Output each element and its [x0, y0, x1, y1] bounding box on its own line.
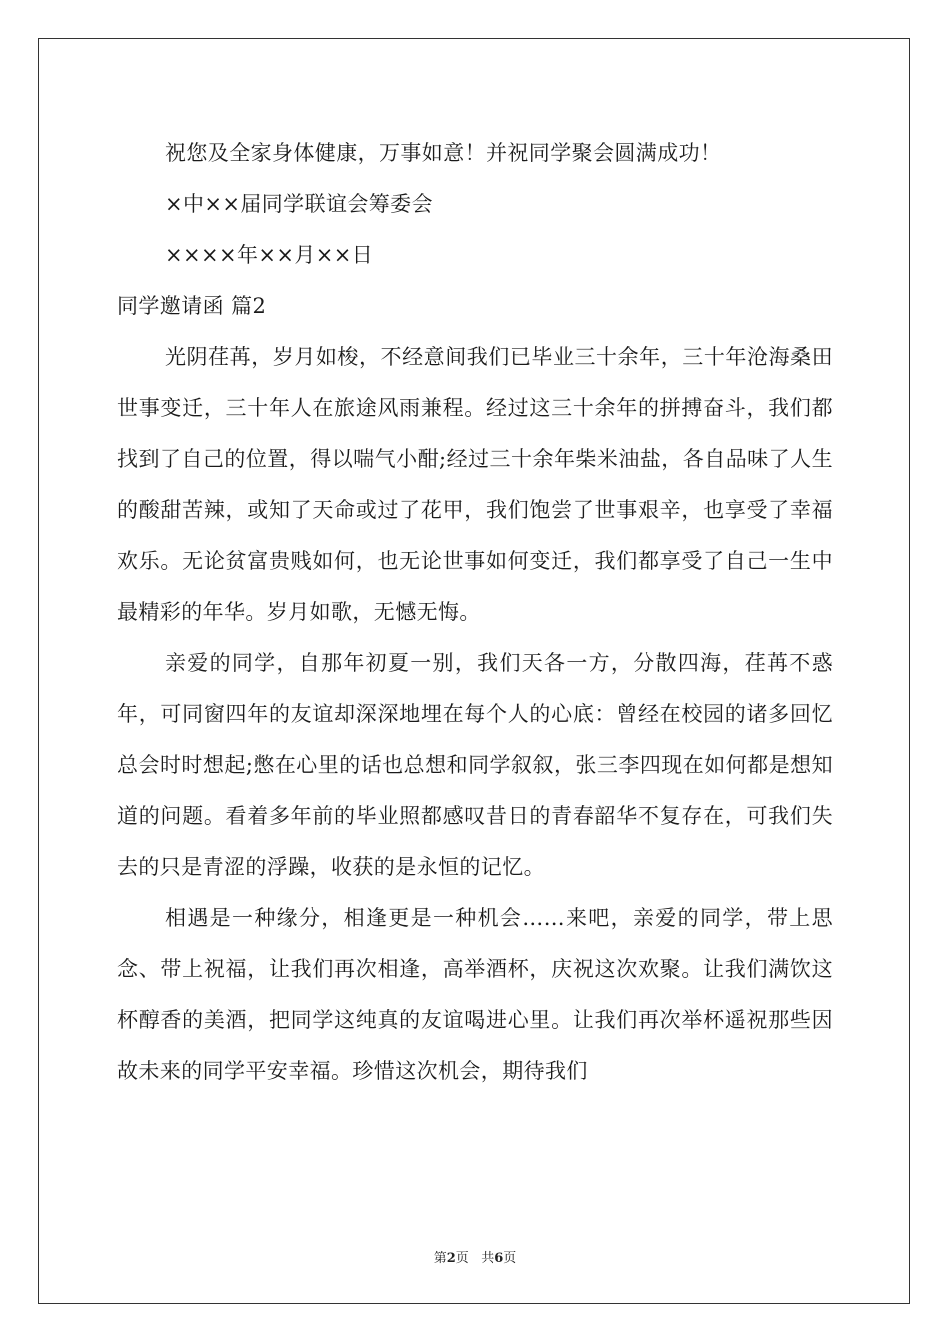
paragraph: 光阴荏苒，岁月如梭，不经意间我们已毕业三十余年，三十年沧海桑田世事变迁，三十年人在旅途风雨兼程。经过这三十余年的拼搏奋斗，我们都找到了自己的位置，得以喘气小酣;经过三十余年柴米油盐，各自品味了人生的酸甜苦辣，或知了天命或过了花甲，我们饱尝了世事艰辛，也享受了幸福欢乐。无论贫富贵贱如何，也无论世事如何变迁，我们都享受了自己一生中最精彩的年华。岁月如歌，无憾无悔。 [117, 345, 833, 624]
section-heading: 同学邀请函 篇2 [117, 294, 267, 318]
page-unit: 页 [455, 1251, 469, 1266]
paragraph: 相遇是一种缘分，相逢更是一种机会……来吧，亲爱的同学，带上思念、带上祝福，让我们再次相逢，高举酒杯，庆祝这次欢聚。让我们满饮这杯醇香的美酒，把同学这纯真的友谊喝进心里。让我们再次举杯遥祝那些因故未来的同学平安幸福。珍惜这次机会，期待我们 [117, 906, 833, 1083]
page-prefix: 第 [433, 1251, 447, 1266]
date-line: ××××年××月××日 [165, 243, 374, 267]
total-page-number: 6 [494, 1251, 504, 1266]
total-prefix: 共 [481, 1251, 495, 1266]
body-text [117, 332, 833, 1097]
paragraph: 亲爱的同学，自那年初夏一别，我们天各一方，分散四海，荏苒不惑年，可同窗四年的友谊却深深地埋在每个人的心底：曾经在校园的诸多回忆总会时时想起;憋在心里的话也总想和同学叙叙，张三李四现在如何都是想知道的问题。看着多年前的毕业照都感叹昔日的青春韶华不复存在，可我们失去的只是青涩的浮躁，收获的是永恒的记忆。 [117, 651, 833, 879]
current-page-number: 2 [446, 1251, 456, 1266]
page-footer [0, 1247, 950, 1266]
total-unit: 页 [503, 1251, 517, 1266]
document-body [117, 128, 833, 1097]
closing-wish-line: 祝您及全家身体健康，万事如意！并祝同学聚会圆满成功！ [165, 141, 722, 165]
organizer-line: ×中××届同学联谊会筹委会 [165, 192, 433, 216]
